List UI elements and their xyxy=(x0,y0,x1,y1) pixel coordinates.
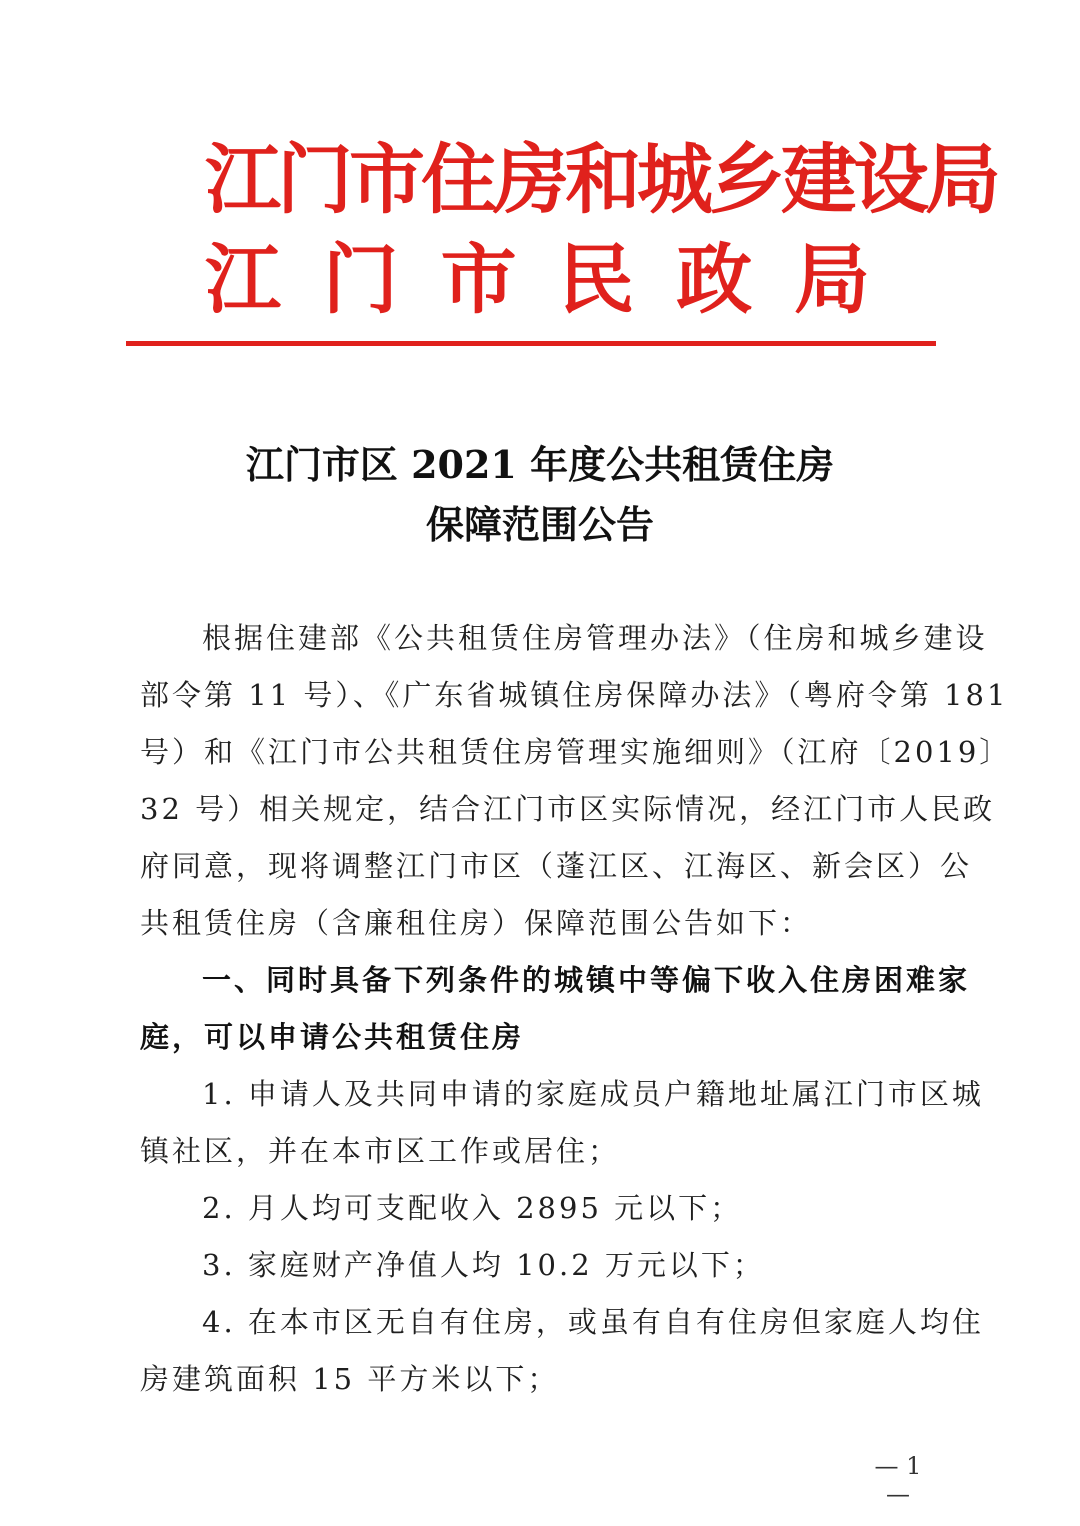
issuer-char: 民 xyxy=(558,235,635,324)
condition-item-3 xyxy=(140,1237,936,1294)
issuer-char: 政 xyxy=(676,235,753,324)
document-title-line-2: 保障范围公告 xyxy=(425,502,654,547)
document-title-line-1: 江门市区 2021 年度公共租赁住房 xyxy=(245,442,835,487)
condition-item-4 xyxy=(140,1294,984,1408)
intro-line: 府同意，现将调整江门市区（蓬江区、江海区、新会区）公 xyxy=(140,849,973,883)
condition-line: 房建筑面积 15 平方米以下； xyxy=(140,1362,560,1396)
red-header-divider xyxy=(126,341,936,346)
condition-item-2 xyxy=(140,1180,936,1237)
document-body xyxy=(140,610,1012,1408)
condition-line: 镇社区，并在本市区工作或居住； xyxy=(140,1134,621,1168)
issuer-char: 局 xyxy=(793,235,870,324)
intro-line: 共租赁住房（含廉租住房）保障范围公告如下： xyxy=(140,906,813,940)
issuer-char: 江 xyxy=(205,235,281,324)
issuer-char: 市 xyxy=(440,235,517,324)
intro-line: 32 号）相关规定，结合江门市区实际情况，经江门市人民政 xyxy=(140,792,996,826)
intro-line: 号）和《江门市公共租赁住房管理实施细则》（江府〔2019〕 xyxy=(140,735,1012,769)
page-number: — 1 — xyxy=(874,1452,922,1508)
issuer-name-housing-bureau: 江门市住房和城乡建设局 xyxy=(205,135,997,224)
intro-paragraph xyxy=(140,610,1012,952)
condition-line: 1. 申请人及共同申请的家庭成员户籍地址属江门市区城 xyxy=(202,1077,984,1111)
section-1-heading xyxy=(140,952,971,1066)
intro-line: 部令第 11 号）、《广东省城镇住房保障办法》（粤府令第 181 xyxy=(140,678,1009,712)
condition-line: 3. 家庭财产净值人均 10.2 万元以下； xyxy=(202,1248,765,1282)
section-heading-line: 一、同时具备下列条件的城镇中等偏下收入住房困难家 xyxy=(202,963,971,997)
condition-item-1 xyxy=(140,1066,984,1180)
condition-line: 4. 在本市区无自有住房，或虽有自有住房但家庭人均住 xyxy=(202,1305,984,1339)
issuer-char: 门 xyxy=(322,235,399,324)
issuer-name-civil-affairs-bureau xyxy=(205,235,870,325)
condition-line: 2. 月人均可支配收入 2895 元以下； xyxy=(202,1191,743,1225)
section-heading-line: 庭，可以申请公共租赁住房 xyxy=(140,1020,525,1054)
intro-line: 根据住建部《公共租赁住房管理办法》（住房和城乡建设 xyxy=(202,621,988,655)
